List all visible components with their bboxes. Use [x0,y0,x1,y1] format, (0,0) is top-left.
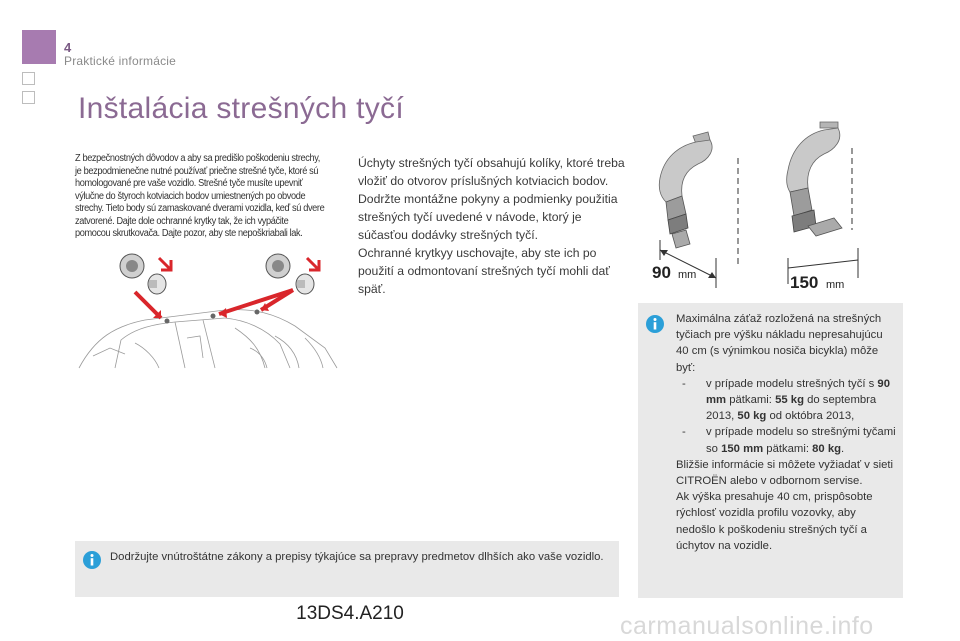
dim-left-value: 90 [652,263,671,282]
text-run: v prípade modelu strešných tyčí s [706,377,878,390]
text-run: v prípade modelu so strešnými tyčami so [706,426,896,455]
bold-value: 90 mm [706,377,890,407]
info-intro: Maximálna záťaž rozložená na strešných tyčiach pre výšku nákladu nepresahujúcu 40 cm (s výnimkou nosiča bicykla) môže byť: [676,313,883,374]
list-dash: - [682,426,686,439]
bold-value: 50 kg [737,410,767,423]
list-dash: - [682,377,686,390]
info-icon [83,551,101,569]
bold-value: 55 kg [775,394,804,407]
nav-square-2 [22,91,35,104]
text-run: . [841,442,845,455]
legal-info-text: Dodržujte vnútroštátne zákony a prepisy týkajúce sa prepravy predmetov dlhších ako vaše vozidlo. [110,551,604,563]
dim-right-unit: mm [826,279,845,291]
safety-warning-text: Z bezpečnostných dôvodov a aby sa predišlo poškodeniu strechy, je bezpodmienečne nutné používať priečne strešné tyče, ktoré sú homologované pre vaše vozidlo. Strešné tyče musíte upevniť výlučne do štyroch kotviacich bodov umiestnených po obvode strechy. Tieto body sú zamaskované dverami vozidla, keď sú dvere zatvorené. Dajte dole ochranné krytky tak, že ich vypáčite pomocou skrutkovača. Dajte pozor, aby ste nepoškriabali lak. [75,153,325,239]
car-anchor-points-illustration [75,248,350,373]
info-outro-2: Ak výška presahuje 40 cm, prispôsobte rýchlosť vozidla profilu vozovky, aby nedošlo k poškodeniu strešných tyčí a úchytov na vozidle. [676,491,873,552]
body-paragraph-2: Dodržte montážne pokyny a podmienky použitia strešných tyčí uvedené v návode, ktorý je súčasťou dodávky strešných tyčí. [358,192,618,242]
info-outro-1: Bližšie informácie si môžete vyžiadať v sieti CITROËN alebo v odbornom servise. [676,458,894,488]
legal-info-box [75,541,619,597]
load-info-box [638,303,903,598]
info-icon [646,315,664,333]
chapter-tab [22,30,56,64]
text-run: pätkami: [763,442,813,455]
list-item [676,424,898,456]
roof-bar-feet-illustration [638,118,876,298]
body-paragraph-3: Ochranné krytkyy uschovajte, aby ste ich po použití a odmontovaní strešných tyčí mohli dať späť. [358,246,610,296]
load-info-text [676,311,898,554]
bold-value: 80 kg [812,442,842,455]
list-item-text [706,424,898,456]
body-text [358,154,626,298]
chapter-title: Praktické informácie [64,54,177,68]
text-run: do septembra 2013, [706,394,877,423]
list-item-text [706,376,898,425]
body-paragraph-1: Úchyty strešných tyčí obsahujú kolíky, ktoré treba vložiť do otvorov príslušných kotviacich bodov. [358,156,625,188]
document-code: 13DS4.A210 [296,603,404,624]
chapter-number: 4 [64,40,72,55]
bold-value: 150 mm [721,442,764,455]
page-title: Inštalácia strešných tyčí [78,92,404,125]
nav-square-1 [22,72,35,85]
text-run: od októbra 2013, [766,410,855,423]
watermark: carmanualsonline.info [620,612,874,640]
dim-left-unit: mm [678,269,697,281]
text-run: pätkami: [726,394,776,407]
list-item [676,376,898,425]
dim-right-value: 150 [790,273,819,292]
